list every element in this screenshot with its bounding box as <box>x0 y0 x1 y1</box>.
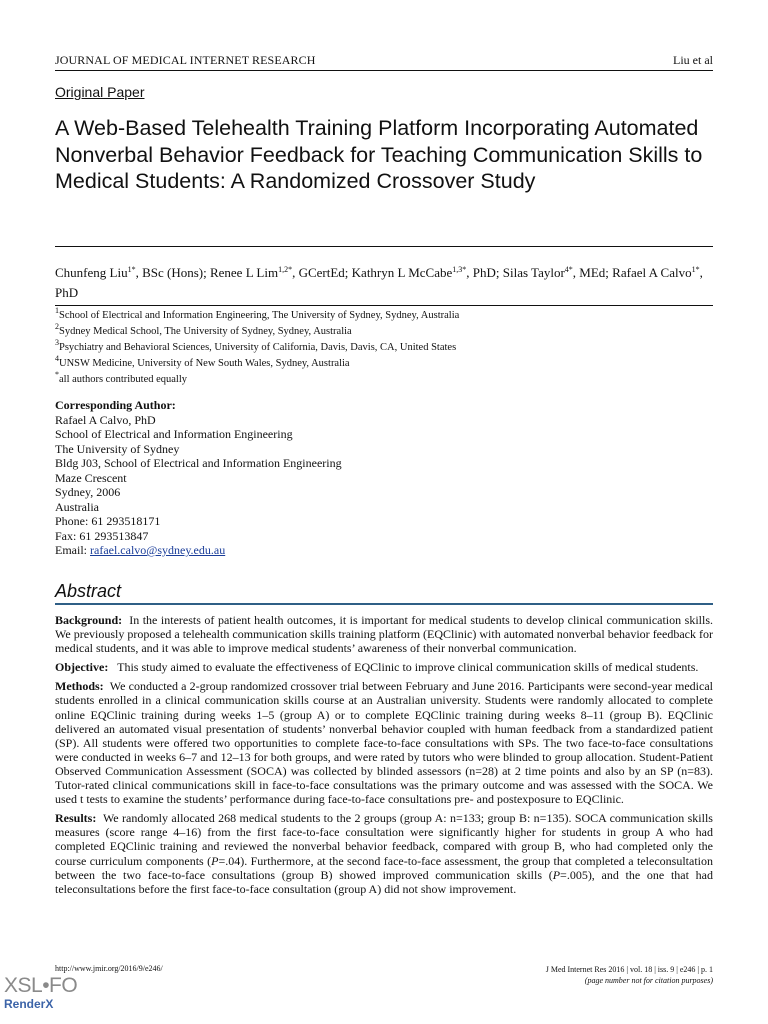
affiliation-number: 3 <box>55 338 59 347</box>
corresponding-line: Australia <box>55 499 99 514</box>
author-name: Renee L Lim <box>209 265 279 280</box>
author-degree: , BSc (Hons); <box>135 265 210 280</box>
email-label: Email: <box>55 543 90 557</box>
abstract-heading: Abstract <box>55 581 122 601</box>
abstract-body <box>55 613 713 901</box>
author-name: Kathryn L McCabe <box>351 265 453 280</box>
affiliation-item <box>55 308 715 324</box>
corresponding-line: Bldg J03, School of Electrical and Information Engineering <box>55 456 342 470</box>
footer-url[interactable]: http://www.jmir.org/2016/9/e246/ <box>55 964 163 973</box>
citation-note: (page number not for citation purposes) <box>584 976 713 985</box>
corresponding-line: Rafael A Calvo, PhD <box>55 412 156 427</box>
background-label: Background: <box>55 613 123 627</box>
affiliation-item <box>55 340 715 356</box>
affiliation-list <box>55 308 715 388</box>
corresponding-line: Fax: 61 293513847 <box>55 528 149 543</box>
affiliation-number: 1 <box>55 306 59 315</box>
corresponding-heading: Corresponding Author: <box>55 398 176 412</box>
author-affiliation-mark: 4* <box>564 265 573 274</box>
author-rule <box>55 305 713 306</box>
affiliation-text: UNSW Medicine, University of New South Wales, Sydney, Australia <box>59 358 350 369</box>
citation-text: J Med Internet Res 2016 | vol. 18 | iss. 9 | e246 | p. 1 <box>545 965 713 974</box>
results-label: Results: <box>55 811 97 826</box>
article-type: Original Paper <box>55 84 145 100</box>
renderx-logo <box>4 975 77 1010</box>
p-symbol: P <box>552 867 561 882</box>
footer-citation <box>546 964 713 986</box>
author-degree: , GCertEd; <box>292 265 352 280</box>
author-degree: , MEd; <box>572 265 613 280</box>
corresponding-author <box>55 398 342 558</box>
objective-text: This study aimed to evaluate the effectiveness of EQClinic to improve clinical communication skills of medical students. <box>117 660 699 675</box>
author-name: Silas Taylor <box>502 265 565 280</box>
affiliation-item <box>55 324 715 340</box>
journal-name: JOURNAL OF MEDICAL INTERNET RESEARCH <box>55 53 316 67</box>
affiliation-item <box>55 356 715 372</box>
xslfo-wordmark: XSL•FO <box>4 974 78 997</box>
author-list <box>55 263 715 303</box>
background-text: In the interests of patient health outcomes, it is important for medical students to develop clinical communication skills. We previously proposed a telehealth communication skills training platform (EQClinic) with automated nonverbal behavior feedback for medical students, and it was able to improve medical students’ awareness of their nonverbal communication. <box>55 613 714 656</box>
email-link[interactable]: rafael.calvo@sydney.edu.au <box>90 543 226 557</box>
affiliation-text: all authors contributed equally <box>59 374 188 385</box>
methods-text: We conducted a 2-group randomized crossover trial between February and June 2016. Participants were second-year medical students enrolled in a clinical communication skills course at an Australian university. Students were randomly allocated to complete online EQClinic training during weeks 1–5 (group A) or to complete EQClinic training during weeks 8–11 (group B). EQClinic delivered an automated visual presentation of students’ nonverbal behavior coupled with human feedback from a standardized patient (SP). All students were offered two opportunities to complete face-to-face consultations with SPs. The two face-to-face consultations were conducted in weeks 6–7 and 12–13 for both groups, and were rated by tutors who were blinded to group allocation. Student-Patient Observed Communication Assessment (SOCA) was collected by blinded assessors (n=28) at 2 time points and also by an SP (n=83). Tutor-rated clinical communications skill in face-to-face consultations was the primary outcome and was assessed with the SOCA. We used t tests to examine the students’ performance during face-to-face consultations pre- and postexposure to EQClinic. <box>55 679 713 807</box>
p-symbol: P <box>211 853 219 868</box>
affiliation-item <box>55 372 715 388</box>
corresponding-line: Maze Crescent <box>55 470 127 485</box>
affiliation-text: School of Electrical and Information Engineering, The University of Sydney, Sydney, Australia <box>59 310 460 321</box>
corresponding-email-line <box>55 543 342 558</box>
affiliation-number: 2 <box>55 322 59 331</box>
affiliation-text: Psychiatry and Behavioral Sciences, University of California, Davis, Davis, CA, United States <box>59 342 457 353</box>
author-degree: , PhD; <box>466 265 503 280</box>
author-affiliation-mark: 1* <box>127 265 136 274</box>
article-title: A Web-Based Telehealth Training Platform Incorporating Automated Nonverbal Behavior Feedback for Teaching Communication Skills to Medical Students: A Randomized Crossover Study <box>55 116 703 193</box>
renderx-wordmark: RenderX <box>4 997 54 1011</box>
objective-label: Objective: <box>55 660 109 675</box>
corresponding-line: Phone: 61 293518171 <box>55 514 161 528</box>
title-rule <box>55 246 713 247</box>
abstract-rule <box>55 603 713 605</box>
abstract-objective <box>55 660 713 674</box>
author-affiliation-mark: 1,2* <box>278 265 293 274</box>
author-affiliation-mark: 1,3* <box>452 265 467 274</box>
abstract-methods <box>55 679 713 806</box>
author-name: Rafael A Calvo <box>612 265 692 280</box>
running-authors: Liu et al <box>673 53 713 67</box>
abstract-background <box>55 613 713 655</box>
author-affiliation-mark: 1* <box>691 265 700 274</box>
corresponding-line: The University of Sydney <box>55 441 180 456</box>
results-text: =.04). Furthermore, at the second face-to-face assessment, the group that completed a teleconsultation between the two face-to-face consultations (group B) showed improved communication skills ( <box>55 853 713 882</box>
affiliation-number: * <box>55 370 59 379</box>
abstract-results <box>55 811 713 896</box>
affiliation-text: Sydney Medical School, The University of Sydney, Sydney, Australia <box>59 326 352 337</box>
affiliation-number: 4 <box>55 354 59 363</box>
results-text: We randomly allocated 268 medical students to the 2 groups (group A: n=133; group B: n=135). SOCA communication skills measures (score range 4–16) from the first face-to-face consultation were significantly higher for students in group A who had completed EQClinic training and reviewed the nonverbal behavior feedback, compared with group B, who had completed only the course curriculum components ( <box>55 811 713 868</box>
author-name: Chunfeng Liu <box>55 265 128 280</box>
corresponding-line: Sydney, 2006 <box>55 485 121 499</box>
methods-label: Methods: <box>55 679 104 694</box>
author-degree: , PhD <box>55 265 703 300</box>
corresponding-line: School of Electrical and Information Engineering <box>55 427 293 441</box>
results-text: =.005), and the one that had teleconsultations before the first face-to-face consultation (group A) did not show improvement. <box>55 867 713 896</box>
header-rule <box>55 70 713 71</box>
